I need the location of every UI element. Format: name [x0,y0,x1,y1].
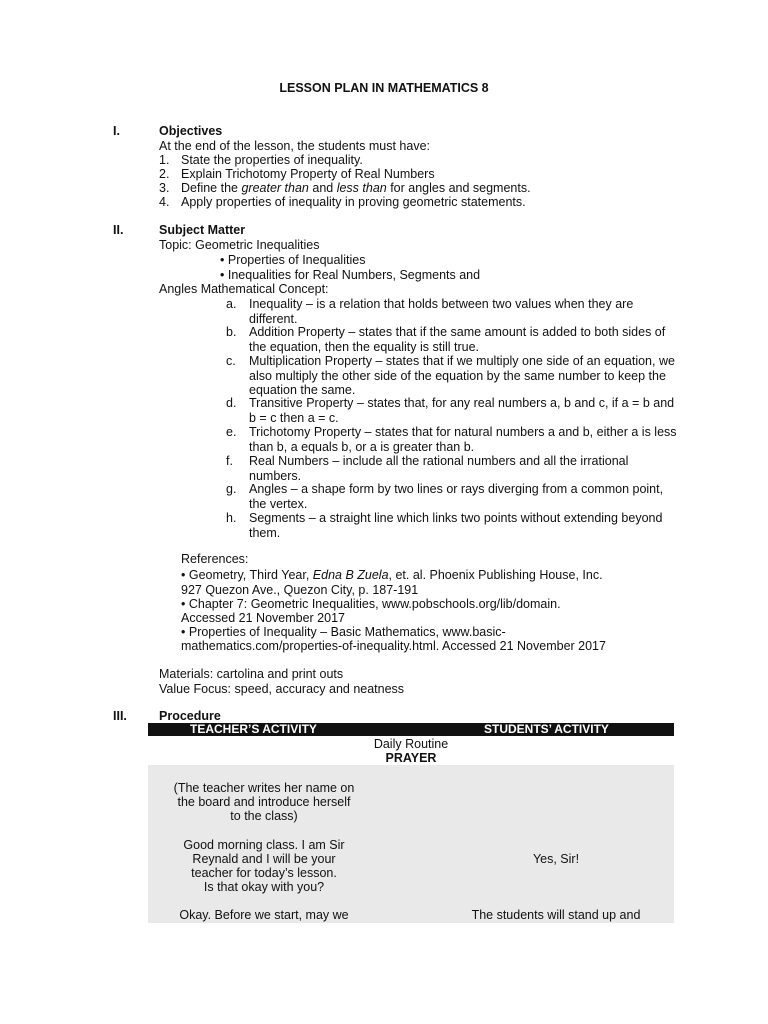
definition-letter: c. [226,354,236,368]
references-label: References: [181,552,249,566]
prayer-label: PRAYER [385,751,437,765]
teacher-line: to the class) [230,809,298,823]
section-1-numeral: I. [113,124,120,138]
objective-text-part: Define the [181,181,242,195]
section-3-numeral: III. [113,709,127,723]
teacher-line: teacher for today’s lesson. [191,866,337,880]
topic-bullet-text: Inequalities for Real Numbers, Segments and [227,268,481,282]
topic: Topic: Geometric Inequalities [159,238,320,252]
objective-emphasis: greater than [241,181,309,195]
definition-text: Addition Property – states that if the same amount is added to both sides of the equation, then the equality is still true. [249,325,666,354]
section-2-numeral: II. [113,223,124,237]
student-line: The students will stand up and [471,908,641,922]
teacher-line: Reynald and I will be your [192,852,336,866]
definition-text: Inequality – is a relation that holds between two values when they are different. [249,297,634,326]
students-activity-header: STUDENTS’ ACTIVITY [484,722,609,736]
section-2-heading: Subject Matter [159,223,246,237]
teacher-line: Okay. Before we start, may we [179,908,349,922]
student-line: Yes, Sir! [532,852,580,866]
topic-bullet-text: Properties of Inequalities [227,253,366,267]
materials: Materials: cartolina and print outs [159,667,344,681]
objective-number: 1. [159,153,170,167]
teacher-line: the board and introduce herself [177,795,351,809]
teacher-line: Is that okay with you? [203,880,325,894]
definition-text: Multiplication Property – states that if we multiply one side of an equation, we also multiply the other side of the equation by the same number to keep the equation the same. [249,354,675,397]
teacher-line: (The teacher writes her name on [173,781,355,795]
teacher-activity-header: TEACHER’S ACTIVITY [190,722,317,736]
definition-letter: h. [226,511,237,525]
topic-bullet: • Properties of Inequalities [220,253,366,267]
reference-text: Geometry, Third Year, [188,568,313,582]
objective-emphasis: less than [336,181,387,195]
reference-text: Chapter 7: Geometric Inequalities, www.pobschools.org/lib/domain. [188,597,561,611]
objective-text [181,181,531,196]
reference-item: • Chapter 7: Geometric Inequalities, www.pobschools.org/lib/domain. [181,597,561,611]
procedure-table-body [148,765,674,923]
definition-text: Real Numbers – include all the rational numbers and all the irrational numbers. [249,454,629,483]
definition-text: Transitive Property – states that, for any real numbers a, b and c, if a = b and b = c then a = c. [249,396,675,425]
definition-letter: a. [226,297,237,311]
reference-item: • Geometry, Third Year, Edna B Zuela, et. al. Phoenix Publishing House, Inc. [181,568,603,582]
daily-routine-label: Daily Routine [373,737,449,751]
objective-number: 3. [159,181,170,195]
objective-number: 4. [159,195,170,209]
reference-line: mathematics.com/properties-of-inequality.html. Accessed 21 November 2017 [181,639,606,653]
reference-author: Edna B Zuela [312,568,389,582]
section-1-heading: Objectives [159,124,223,138]
definition-text: Segments – a straight line which links two points without extending beyond them. [249,511,663,540]
definition-letter: g. [226,482,237,496]
teacher-line: Good morning class. I am Sir [183,838,345,852]
concept-label: Angles Mathematical Concept: [159,282,329,296]
objective-text: Apply properties of inequality in proving geometric statements. [181,195,526,209]
definition-text: Trichotomy Property – states that for natural numbers a and b, either a is less than b, a equals b, or a is greater than b. [249,425,677,454]
objective-number: 2. [159,167,170,181]
page-title: LESSON PLAN IN MATHEMATICS 8 [279,81,489,95]
definition-letter: b. [226,325,237,339]
reference-text: Properties of Inequality – Basic Mathematics, www.basic- [188,625,506,639]
definition-text: Angles – a shape form by two lines or rays diverging from a common point, the vertex. [249,482,664,511]
reference-item: • Properties of Inequality – Basic Mathematics, www.basic- [181,625,506,639]
objective-text: Explain Trichotomy Property of Real Numbers [181,167,435,181]
topic-bullet: • Inequalities for Real Numbers, Segments and [220,268,481,282]
objective-text-part: and [308,181,337,195]
reference-line: 927 Quezon Ave., Quezon City, p. 187-191 [181,583,419,597]
reference-line: Accessed 21 November 2017 [181,611,345,625]
section-3-heading: Procedure [159,709,221,723]
definition-letter: e. [226,425,237,439]
definition-letter: d. [226,396,237,410]
objectives-intro: At the end of the lesson, the students must have: [159,139,431,153]
value-focus: Value Focus: speed, accuracy and neatness [159,682,405,696]
objective-text: State the properties of inequality. [181,153,363,167]
objective-text-part: for angles and segments. [386,181,531,195]
definition-letter: f. [226,454,233,468]
daily-routine-row [148,737,674,765]
procedure-table-header [148,723,674,736]
reference-text: , et. al. Phoenix Publishing House, Inc. [388,568,603,582]
